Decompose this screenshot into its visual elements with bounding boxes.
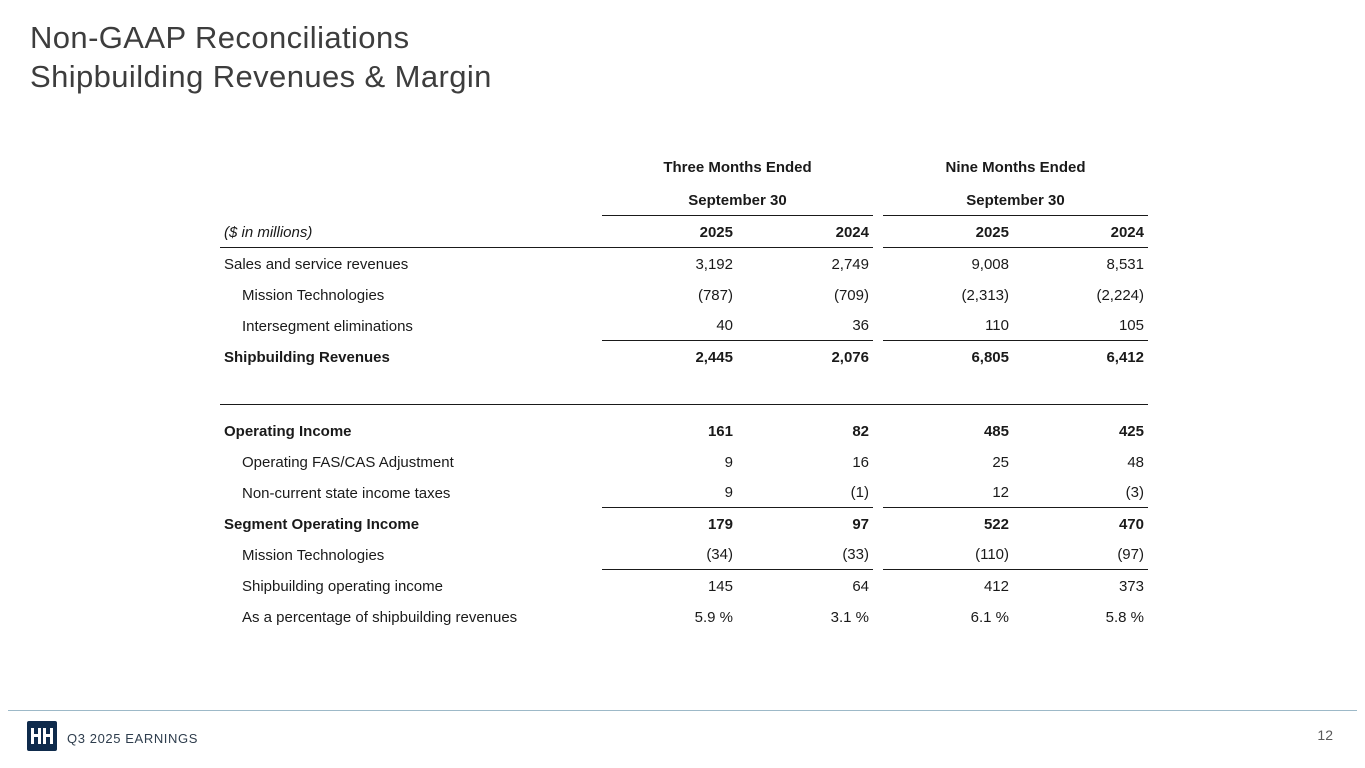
table-row [220, 279, 1148, 310]
table-row [220, 477, 1148, 508]
value-cell: 40 [602, 317, 737, 341]
footer [27, 721, 198, 756]
value-cell: 36 [737, 317, 873, 341]
column-gap [873, 471, 883, 477]
value-cell: (33) [737, 546, 873, 570]
value-cell: (709) [833, 287, 869, 304]
row-label: Non-current state income taxes [242, 485, 451, 502]
value-cell: (3) [1013, 484, 1148, 508]
value-cell: 425 [1118, 423, 1144, 440]
value-cell: 9 [602, 484, 737, 508]
value-cell: 6,805 [971, 349, 1009, 366]
table-row [220, 446, 1148, 477]
value-cell: 48 [1127, 454, 1144, 471]
year-header: 2024 [737, 224, 873, 248]
slide-title [30, 18, 492, 96]
row-label: Shipbuilding Revenues [224, 349, 390, 366]
table-header-years [220, 216, 1148, 248]
slide-title-line2: Shipbuilding Revenues & Margin [30, 59, 492, 94]
row-label: Mission Technologies [242, 287, 385, 304]
row-label: Sales and service revenues [224, 256, 409, 273]
table-row [220, 539, 1148, 570]
column-gap [873, 304, 883, 310]
column-gap [873, 273, 883, 279]
value-cell: (787) [697, 287, 733, 304]
value-cell: 373 [1118, 578, 1144, 595]
value-cell: (2,313) [961, 287, 1009, 304]
col-group-nine-months: Nine Months Ended [945, 158, 1086, 176]
row-label: As a percentage of shipbuilding revenues [242, 609, 518, 626]
table-row [220, 601, 1148, 632]
value-cell: (1) [737, 484, 873, 508]
row-label: Segment Operating Income [224, 516, 420, 533]
page-number: 12 [1317, 727, 1333, 743]
table-row [220, 310, 1148, 341]
table-row [220, 415, 1148, 446]
footer-label: Q3 2025 EARNINGS [67, 731, 198, 746]
row-label: Operating FAS/CAS Adjustment [242, 454, 454, 471]
value-cell: 110 [883, 317, 1013, 341]
year-header: 2025 [602, 224, 737, 248]
value-cell: 412 [983, 578, 1009, 595]
value-cell: 470 [1118, 516, 1144, 533]
table-row [220, 341, 1148, 372]
row-label: Operating Income [224, 423, 352, 440]
value-cell: 6.1 % [970, 609, 1009, 626]
value-cell: (34) [602, 546, 737, 570]
slide-title-line1: Non-GAAP Reconciliations [30, 20, 410, 55]
units-label: ($ in millions) [220, 224, 602, 248]
table-row [220, 508, 1148, 539]
table-row [220, 248, 1148, 279]
value-cell: 161 [707, 423, 733, 440]
hii-logo-icon [27, 721, 57, 756]
value-cell: (110) [883, 546, 1013, 570]
value-cell: 8,531 [1106, 256, 1144, 273]
table-row [220, 570, 1148, 601]
value-cell: 105 [1013, 317, 1148, 341]
value-cell: 179 [707, 516, 733, 533]
row-label: Intersegment eliminations [242, 318, 413, 335]
column-gap [873, 502, 883, 508]
value-cell: 145 [707, 578, 733, 595]
value-cell: 6,412 [1106, 349, 1144, 366]
value-cell: 3,192 [695, 256, 733, 273]
value-cell: 9 [724, 454, 733, 471]
year-header: 2025 [883, 224, 1013, 248]
column-gap [873, 626, 883, 632]
table-header-groups [220, 152, 1148, 182]
column-gap [873, 533, 883, 539]
value-cell: 16 [852, 454, 869, 471]
col-group-three-months: Three Months Ended [663, 158, 812, 176]
column-gap [873, 335, 883, 341]
value-cell: 97 [852, 516, 869, 533]
column-gap [873, 366, 883, 372]
value-cell: 2,076 [831, 349, 869, 366]
value-cell: 5.8 % [1105, 609, 1144, 626]
column-gap [873, 242, 883, 248]
value-cell: 3.1 % [830, 609, 869, 626]
footer-divider [8, 710, 1357, 711]
table-header-dates [220, 182, 1148, 216]
value-cell: 2,445 [695, 349, 733, 366]
reconciliation-table [220, 152, 1148, 632]
date-subheader: September 30 [602, 192, 873, 216]
value-cell: 12 [883, 484, 1013, 508]
value-cell: (97) [1013, 546, 1148, 570]
value-cell: 485 [983, 423, 1009, 440]
row-label: Mission Technologies [242, 547, 385, 564]
year-header: 2024 [1013, 224, 1148, 248]
value-cell: 5.9 % [694, 609, 733, 626]
column-gap [873, 564, 883, 570]
value-cell: 64 [852, 578, 869, 595]
header-spacer [220, 210, 602, 216]
column-gap [873, 440, 883, 446]
value-cell: 2,749 [831, 256, 869, 273]
value-cell: 9,008 [971, 256, 1009, 273]
row-label: Shipbuilding operating income [242, 578, 443, 595]
section-divider [220, 372, 1148, 405]
value-cell: 25 [992, 454, 1009, 471]
value-cell: (2,224) [1096, 287, 1144, 304]
table-body [220, 248, 1148, 632]
value-cell: 82 [852, 423, 869, 440]
value-cell: 522 [983, 516, 1009, 533]
column-gap [873, 595, 883, 601]
date-subheader: September 30 [883, 192, 1148, 216]
